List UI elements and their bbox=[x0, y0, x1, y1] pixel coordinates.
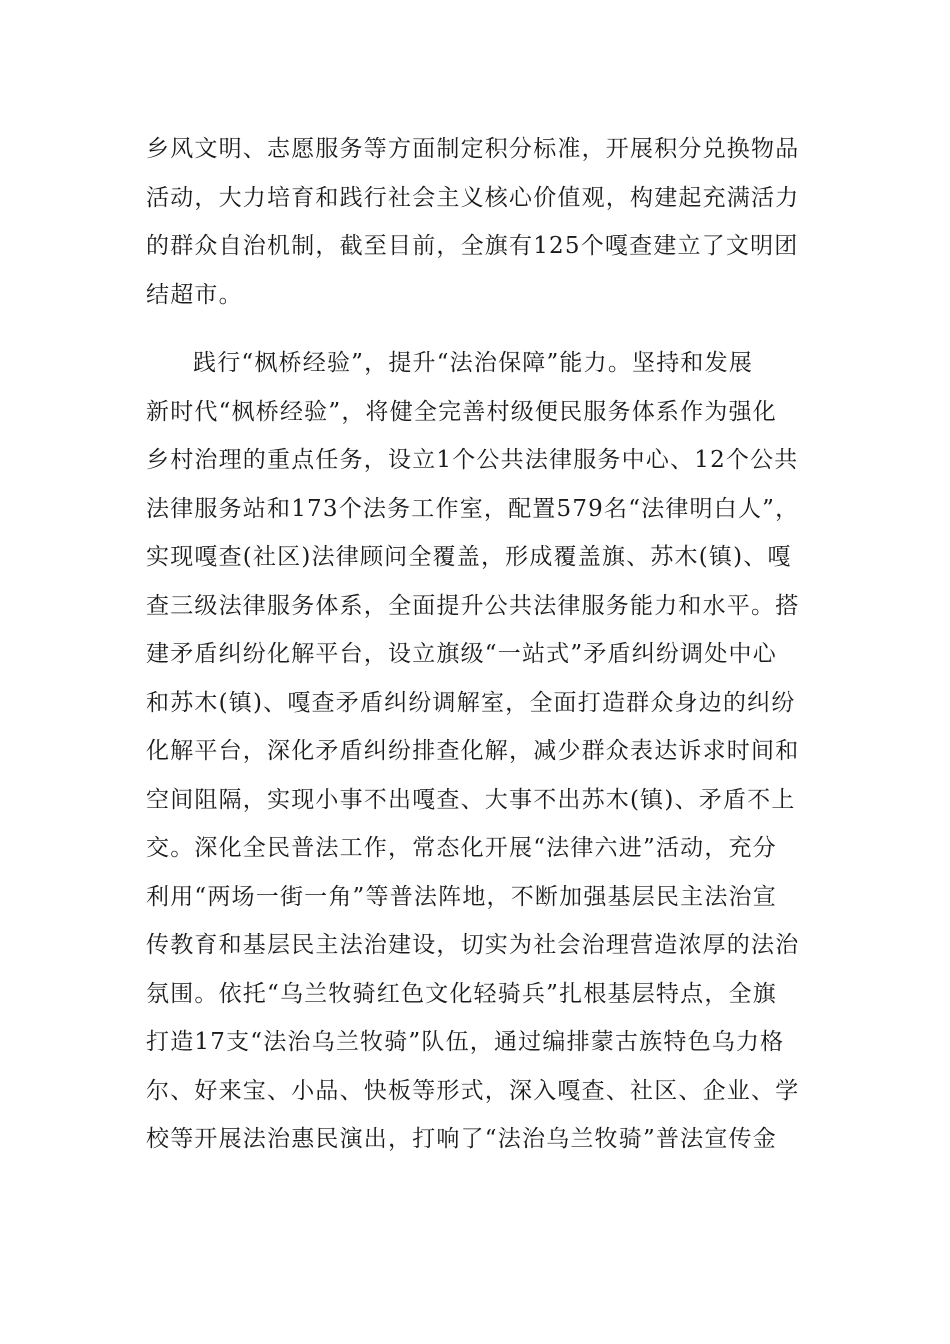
paragraph-line: 和苏木(镇)、嘎查矛盾纠纷调解室，全面打造群众身边的纠纷 bbox=[146, 689, 796, 716]
paragraph-line: 的群众自治机制，截至目前，全旗有125个嘎查建立了文明团 bbox=[146, 233, 799, 259]
paragraph-line: 建矛盾纠纷化解平台，设立旗级“一站式”矛盾纠纷调处中心 bbox=[146, 641, 777, 667]
paragraph-line: 实现嘎查(社区)法律顾问全覆盖，形成覆盖旗、苏木(镇)、嘎 bbox=[146, 544, 792, 570]
paragraph-line: 乡村治理的重点任务，设立1个公共法律服务中心、12个公共 bbox=[146, 447, 799, 473]
paragraph-line: 法律服务站和173个法务工作室，配置579名“法律明白人”， bbox=[146, 495, 800, 522]
paragraph-line: 查三级法律服务体系，全面提升公共法律服务能力和水平。搭 bbox=[146, 592, 800, 619]
paragraph-2 bbox=[146, 339, 806, 1164]
paragraph-1 bbox=[146, 125, 806, 319]
paragraph-line: 结超市。 bbox=[146, 281, 243, 308]
paragraph-line: 打造17支“法治乌兰牧骑”队伍，通过编排蒙古族特色乌力格 bbox=[146, 1029, 785, 1055]
paragraph-line: 交。深化全民普法工作，常态化开展“法律六进”活动，充分 bbox=[146, 835, 777, 861]
paragraph-line: 新时代“枫桥经验”，将健全完善村级便民服务体系作为强化 bbox=[146, 398, 777, 425]
paragraph-line: 传教育和基层民主法治建设，切实为社会治理营造浓厚的法治 bbox=[146, 932, 800, 958]
paragraph-line: 校等开展法治惠民演出，打响了“法治乌兰牧骑”普法宣传金 bbox=[146, 1126, 777, 1152]
paragraph-line: 利用“两场一街一角”等普法阵地，不断加强基层民主法治宣 bbox=[146, 883, 777, 910]
paragraph-line: 空间阻隔，实现小事不出嘎查、大事不出苏木(镇)、矛盾不上 bbox=[146, 786, 796, 813]
paragraph-line: 化解平台，深化矛盾纠纷排查化解，减少群众表达诉求时间和 bbox=[146, 738, 800, 764]
paragraph-line: 尔、好来宝、小品、快板等形式，深入嘎查、社区、企业、学 bbox=[146, 1077, 800, 1104]
paragraph-line: 乡风文明、志愿服务等方面制定积分标准，开展积分兑换物品 bbox=[146, 136, 800, 162]
paragraph-line: 践行“枫桥经验”，提升“法治保障”能力。坚持和发展 bbox=[193, 350, 754, 376]
paragraph-line: 活动，大力培育和践行社会主义核心价值观，构建起充满活力 bbox=[146, 184, 800, 211]
paragraph-line: 氛围。依托“乌兰牧骑红色文化轻骑兵”扎根基层特点，全旗 bbox=[146, 980, 777, 1007]
